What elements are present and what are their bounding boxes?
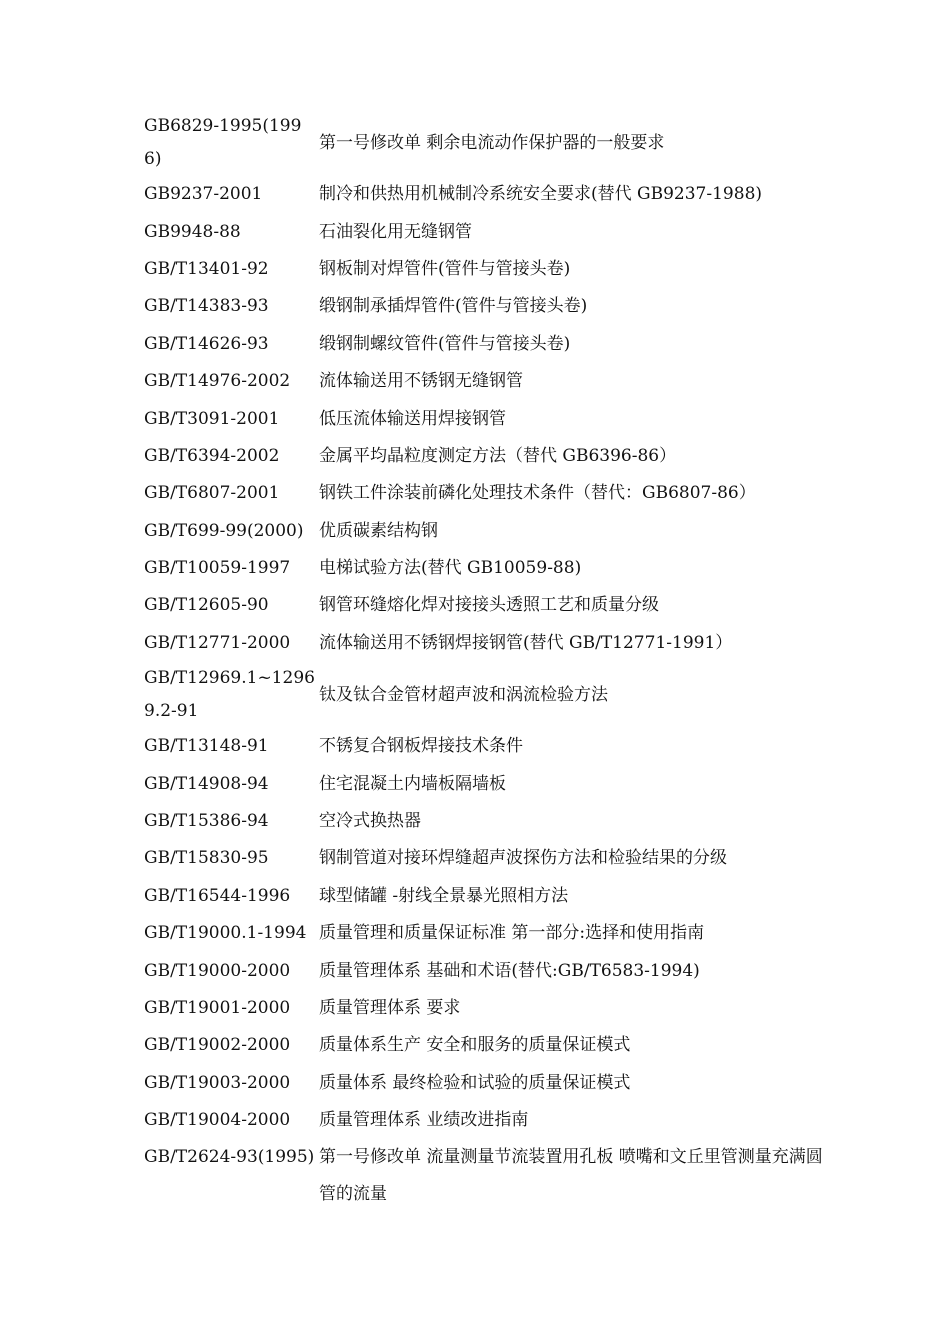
standard-code: GB/T12605-90 bbox=[144, 595, 269, 616]
standard-code: GB6829-1995(1996) bbox=[144, 116, 302, 169]
standard-code: GB/T699-99(2000) bbox=[144, 520, 304, 541]
standard-title: 低压流体输送用焊接钢管 bbox=[319, 408, 506, 429]
table-row bbox=[144, 587, 834, 624]
standard-title: 石油裂化用无缝钢管 bbox=[319, 221, 472, 242]
table-row bbox=[144, 1027, 834, 1064]
standard-title: 流体输送用不锈钢焊接钢管(替代 GB/T12771-1991） bbox=[319, 632, 733, 653]
standard-title: 质量管理和质量保证标准 第一部分:选择和使用指南 bbox=[319, 923, 705, 944]
standard-code: GB/T19000.1-1994 bbox=[144, 923, 307, 944]
standard-title: 缎钢制螺纹管件(管件与管接头卷) bbox=[319, 333, 571, 354]
standard-code: GB/T6807-2001 bbox=[144, 483, 280, 504]
standard-title: 流体输送用不锈钢无缝钢管 bbox=[319, 371, 523, 392]
table-row bbox=[144, 840, 834, 877]
table-row bbox=[144, 251, 834, 288]
standard-title: 空冷式换热器 bbox=[319, 811, 421, 832]
standard-title: 制冷和供热用机械制冷系统安全要求(替代 GB9237-1988) bbox=[319, 184, 763, 205]
standard-title: 钢板制对焊管件(管件与管接头卷) bbox=[319, 258, 571, 279]
standard-code: GB/T6394-2002 bbox=[144, 445, 280, 466]
standard-code: GB/T13401-92 bbox=[144, 258, 269, 279]
standard-title: 质量管理体系 要求 bbox=[319, 998, 461, 1018]
table-row bbox=[144, 990, 834, 1027]
standard-title: 质量管理体系 基础和术语(替代:GB/T6583-1994) bbox=[319, 960, 700, 981]
standards-table-body bbox=[144, 110, 834, 1213]
table-row bbox=[144, 1065, 834, 1102]
standards-table bbox=[144, 110, 834, 1213]
standard-title: 不锈复合钢板焊接技术条件 bbox=[319, 736, 523, 757]
standard-code: GB/T19002-2000 bbox=[144, 1035, 291, 1056]
standard-title: 优质碳素结构钢 bbox=[319, 520, 438, 541]
standard-title: 钢铁工件涂装前磷化处理技术条件（替代：GB6807-86） bbox=[319, 483, 756, 504]
standard-code: GB/T13148-91 bbox=[144, 736, 269, 757]
table-row bbox=[144, 1102, 834, 1139]
table-row bbox=[144, 662, 834, 728]
table-row bbox=[144, 765, 834, 802]
standard-title: 钛及钛合金管材超声波和涡流检验方法 bbox=[319, 684, 608, 705]
table-row bbox=[144, 550, 834, 587]
standard-code: GB/T19000-2000 bbox=[144, 960, 291, 981]
standard-code: GB/T14626-93 bbox=[144, 333, 269, 354]
standard-code: GB/T15830-95 bbox=[144, 848, 269, 869]
table-row bbox=[144, 513, 834, 550]
standard-title: 钢管环缝熔化焊对接接头透照工艺和质量分级 bbox=[319, 595, 659, 616]
standard-code: GB/T12969.1~12969.2-91 bbox=[144, 668, 315, 722]
standard-title: 第一号修改单 流量测量节流装置用孔板 喷嘴和文丘里管测量充满圆管的流量 bbox=[319, 1147, 823, 1205]
table-row bbox=[144, 952, 834, 989]
standard-title: 钢制管道对接环焊缝超声波探伤方法和检验结果的分级 bbox=[319, 848, 727, 869]
standard-code: GB/T14383-93 bbox=[144, 296, 269, 317]
table-row bbox=[144, 475, 834, 512]
standard-code: GB/T19004-2000 bbox=[144, 1110, 291, 1131]
table-row bbox=[144, 728, 834, 765]
table-row bbox=[144, 438, 834, 475]
standard-title: 质量管理体系 业绩改进指南 bbox=[319, 1110, 529, 1131]
standard-title: 电梯试验方法(替代 GB10059-88) bbox=[319, 558, 582, 579]
table-row bbox=[144, 400, 834, 437]
standard-title: 球型储罐 -射线全景暴光照相方法 bbox=[319, 885, 569, 906]
standard-code: GB/T16544-1996 bbox=[144, 885, 291, 906]
standard-code: GB/T19001-2000 bbox=[144, 998, 291, 1018]
standard-code: GB/T12771-2000 bbox=[144, 632, 291, 653]
standard-code: GB/T10059-1997 bbox=[144, 558, 291, 579]
standard-title: 金属平均晶粒度测定方法（替代 GB6396-86） bbox=[319, 445, 677, 466]
standard-code: GB/T3091-2001 bbox=[144, 408, 280, 429]
standard-code: GB/T19003-2000 bbox=[144, 1072, 291, 1093]
standard-code: GB9237-2001 bbox=[144, 184, 263, 205]
table-row bbox=[144, 176, 834, 213]
table-row bbox=[144, 326, 834, 363]
standard-title: 住宅混凝土内墙板隔墙板 bbox=[319, 773, 506, 794]
table-row bbox=[144, 110, 834, 176]
standard-title: 质量体系生产 安全和服务的质量保证模式 bbox=[319, 1035, 631, 1056]
standard-title: 缎钢制承插焊管件(管件与管接头卷) bbox=[319, 296, 588, 317]
standard-code: GB/T14976-2002 bbox=[144, 371, 291, 392]
table-row bbox=[144, 915, 834, 952]
table-row bbox=[144, 288, 834, 325]
standard-title: 质量体系 最终检验和试验的质量保证模式 bbox=[319, 1072, 631, 1093]
table-row bbox=[144, 803, 834, 840]
standard-code: GB/T14908-94 bbox=[144, 773, 269, 794]
table-row bbox=[144, 363, 834, 400]
standard-code: GB/T2624-93(1995) bbox=[144, 1147, 315, 1168]
table-row bbox=[144, 878, 834, 915]
table-row bbox=[144, 1139, 834, 1213]
table-row bbox=[144, 625, 834, 662]
standard-title: 第一号修改单 剩余电流动作保护器的一般要求 bbox=[319, 132, 665, 153]
table-row bbox=[144, 213, 834, 250]
standard-code: GB/T15386-94 bbox=[144, 811, 269, 832]
standard-code: GB9948-88 bbox=[144, 221, 241, 242]
